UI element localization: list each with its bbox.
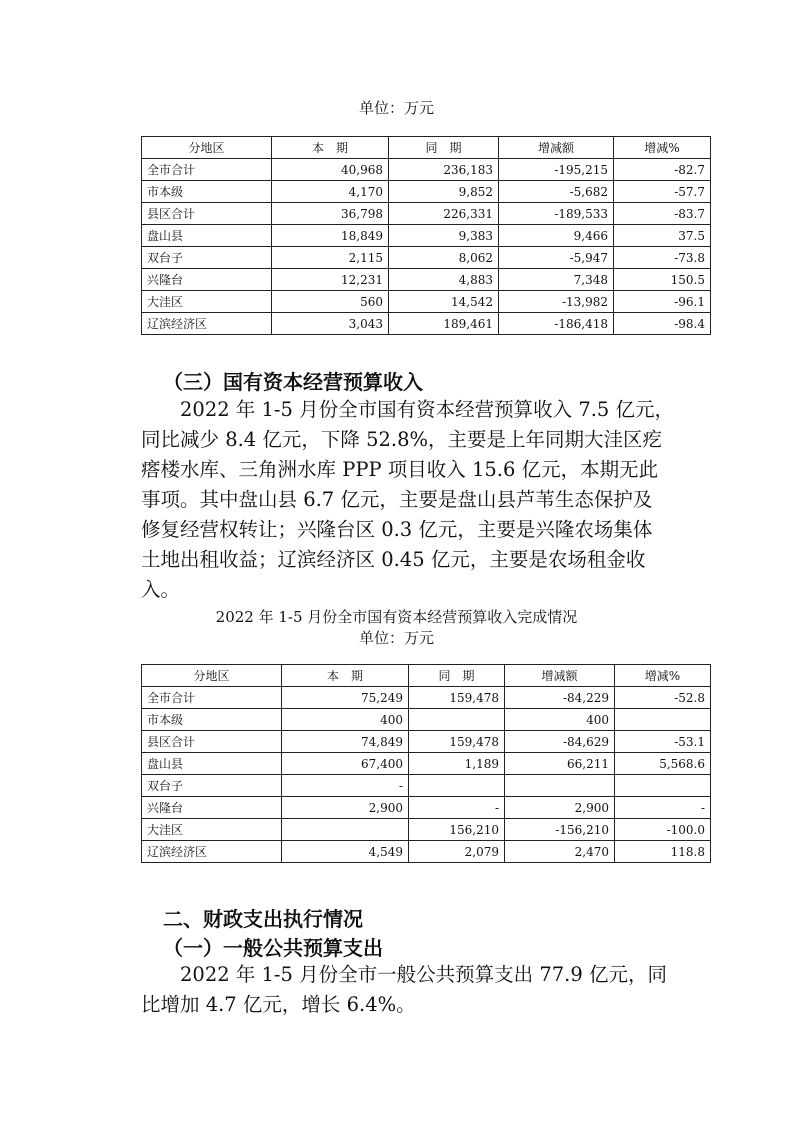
change-cell: 2,900 <box>505 797 615 819</box>
change-pct-cell: -83.7 <box>614 203 711 225</box>
change-cell: -84,229 <box>505 687 615 709</box>
region-cell: 双台子 <box>142 775 282 797</box>
change-pct-cell: 118.8 <box>615 841 711 863</box>
current-cell: 74,849 <box>282 731 409 753</box>
table2-unit: 单位：万元 <box>358 629 434 647</box>
change-pct-cell: -73.8 <box>614 247 711 269</box>
region-cell: 盘山县 <box>142 753 282 775</box>
paragraph-line: 2022 年 1-5 月份全市一般公共预算支出 77.9 亿元，同 <box>180 963 667 986</box>
col-header-change-pct: 增减% <box>614 137 711 159</box>
col-header-current: 本 期 <box>282 665 409 687</box>
table-row <box>142 269 711 291</box>
current-cell: - <box>282 775 409 797</box>
region-cell: 县区合计 <box>142 731 282 753</box>
previous-cell: - <box>409 797 505 819</box>
table-row <box>142 313 711 335</box>
change-cell: 2,470 <box>505 841 615 863</box>
region-cell: 市本级 <box>142 709 282 731</box>
previous-cell: 156,210 <box>409 819 505 841</box>
table-row <box>142 731 711 753</box>
previous-cell <box>409 709 505 731</box>
table2-caption: 2022 年 1-5 月份全市国有资本经营预算收入完成情况 <box>215 608 578 626</box>
paragraph-line: 瘩楼水库、三角洲水库 PPP 项目收入 15.6 亿元，本期无此 <box>141 458 659 481</box>
previous-cell: 14,542 <box>389 291 499 313</box>
change-pct-cell: -52.8 <box>615 687 711 709</box>
change-cell: 400 <box>505 709 615 731</box>
region-cell: 市本级 <box>142 181 272 203</box>
table1-unit: 单位：万元 <box>358 99 434 117</box>
table-row <box>142 181 711 203</box>
table-row <box>142 225 711 247</box>
paragraph-line: 修复经营权转让；兴隆台区 0.3 亿元，主要是兴隆农场集体 <box>141 518 653 541</box>
change-pct-cell: 5,568.6 <box>615 753 711 775</box>
current-cell: 12,231 <box>272 269 389 291</box>
col-header-change: 增减额 <box>505 665 615 687</box>
region-cell: 大洼区 <box>142 819 282 841</box>
previous-cell: 4,883 <box>389 269 499 291</box>
region-cell: 双台子 <box>142 247 272 269</box>
change-pct-cell: -53.1 <box>615 731 711 753</box>
table-row <box>142 841 711 863</box>
region-cell: 兴隆台 <box>142 797 282 819</box>
current-cell: 36,798 <box>272 203 389 225</box>
change-cell: 7,348 <box>499 269 614 291</box>
table-row <box>142 775 711 797</box>
paragraph-line: 比增加 4.7 亿元，增长 6.4%。 <box>141 993 416 1016</box>
previous-cell: 9,383 <box>389 225 499 247</box>
region-cell: 大洼区 <box>142 291 272 313</box>
previous-cell: 8,062 <box>389 247 499 269</box>
change-cell: -156,210 <box>505 819 615 841</box>
previous-cell: 1,189 <box>409 753 505 775</box>
current-cell: 4,549 <box>282 841 409 863</box>
change-cell: -5,682 <box>499 181 614 203</box>
change-pct-cell: -57.7 <box>614 181 711 203</box>
region-cell: 兴隆台 <box>142 269 272 291</box>
change-pct-cell <box>615 709 711 731</box>
previous-cell: 9,852 <box>389 181 499 203</box>
region-cell: 盘山县 <box>142 225 272 247</box>
previous-cell: 189,461 <box>389 313 499 335</box>
revenue-table-1 <box>141 136 711 335</box>
previous-cell: 159,478 <box>409 731 505 753</box>
paragraph-line: 同比减少 8.4 亿元，下降 52.8%，主要是上年同期大洼区疙 <box>141 428 663 451</box>
region-cell: 县区合计 <box>142 203 272 225</box>
table-row <box>142 291 711 313</box>
subsection-heading-general-budget: （一）一般公共预算支出 <box>163 936 383 960</box>
current-cell: 4,170 <box>272 181 389 203</box>
previous-cell <box>409 775 505 797</box>
table-row <box>142 159 711 181</box>
table-header-row <box>142 137 711 159</box>
change-pct-cell: 37.5 <box>614 225 711 247</box>
table-row <box>142 203 711 225</box>
change-cell: -195,215 <box>499 159 614 181</box>
current-cell: 2,900 <box>282 797 409 819</box>
change-cell: 9,466 <box>499 225 614 247</box>
current-cell: 3,043 <box>272 313 389 335</box>
paragraph-line: 入。 <box>141 578 181 601</box>
change-pct-cell: -100.0 <box>615 819 711 841</box>
col-header-previous: 同 期 <box>389 137 499 159</box>
table-row <box>142 709 711 731</box>
region-cell: 辽滨经济区 <box>142 841 282 863</box>
change-cell: -186,418 <box>499 313 614 335</box>
previous-cell: 236,183 <box>389 159 499 181</box>
section-heading-state-capital: （三）国有资本经营预算收入 <box>163 370 423 394</box>
change-cell <box>505 775 615 797</box>
change-pct-cell: - <box>615 797 711 819</box>
col-header-previous: 同 期 <box>409 665 505 687</box>
table-header-row <box>142 665 711 687</box>
col-header-region: 分地区 <box>142 137 272 159</box>
col-header-change: 增减额 <box>499 137 614 159</box>
general-budget-paragraph <box>141 960 667 1020</box>
change-cell: -13,982 <box>499 291 614 313</box>
current-cell: 560 <box>272 291 389 313</box>
region-cell: 全市合计 <box>142 159 272 181</box>
table-row <box>142 819 711 841</box>
previous-cell: 2,079 <box>409 841 505 863</box>
change-pct-cell: -96.1 <box>614 291 711 313</box>
table-row <box>142 247 711 269</box>
change-cell: -5,947 <box>499 247 614 269</box>
paragraph-line: 土地出租收益；辽滨经济区 0.45 亿元，主要是农场租金收 <box>141 548 646 571</box>
change-pct-cell <box>615 775 711 797</box>
change-cell: 66,211 <box>505 753 615 775</box>
col-header-current: 本 期 <box>272 137 389 159</box>
current-cell: 75,249 <box>282 687 409 709</box>
current-cell: 40,968 <box>272 159 389 181</box>
current-cell: 400 <box>282 709 409 731</box>
region-cell: 全市合计 <box>142 687 282 709</box>
change-cell: -84,629 <box>505 731 615 753</box>
paragraph-line: 2022 年 1-5 月份全市国有资本经营预算收入 7.5 亿元， <box>180 398 675 421</box>
change-pct-cell: -82.7 <box>614 159 711 181</box>
table-row <box>142 687 711 709</box>
previous-cell: 159,478 <box>409 687 505 709</box>
change-cell: -189,533 <box>499 203 614 225</box>
state-capital-paragraph <box>141 395 675 605</box>
table-row <box>142 753 711 775</box>
col-header-region: 分地区 <box>142 665 282 687</box>
revenue-table-2 <box>141 664 711 863</box>
current-cell: 2,115 <box>272 247 389 269</box>
section-heading-expenditure: 二、财政支出执行情况 <box>163 907 363 931</box>
table-row <box>142 797 711 819</box>
current-cell: 18,849 <box>272 225 389 247</box>
current-cell <box>282 819 409 841</box>
previous-cell: 226,331 <box>389 203 499 225</box>
col-header-change-pct: 增减% <box>615 665 711 687</box>
change-pct-cell: -98.4 <box>614 313 711 335</box>
change-pct-cell: 150.5 <box>614 269 711 291</box>
current-cell: 67,400 <box>282 753 409 775</box>
paragraph-line: 事项。其中盘山县 6.7 亿元，主要是盘山县芦苇生态保护及 <box>141 488 653 511</box>
region-cell: 辽滨经济区 <box>142 313 272 335</box>
